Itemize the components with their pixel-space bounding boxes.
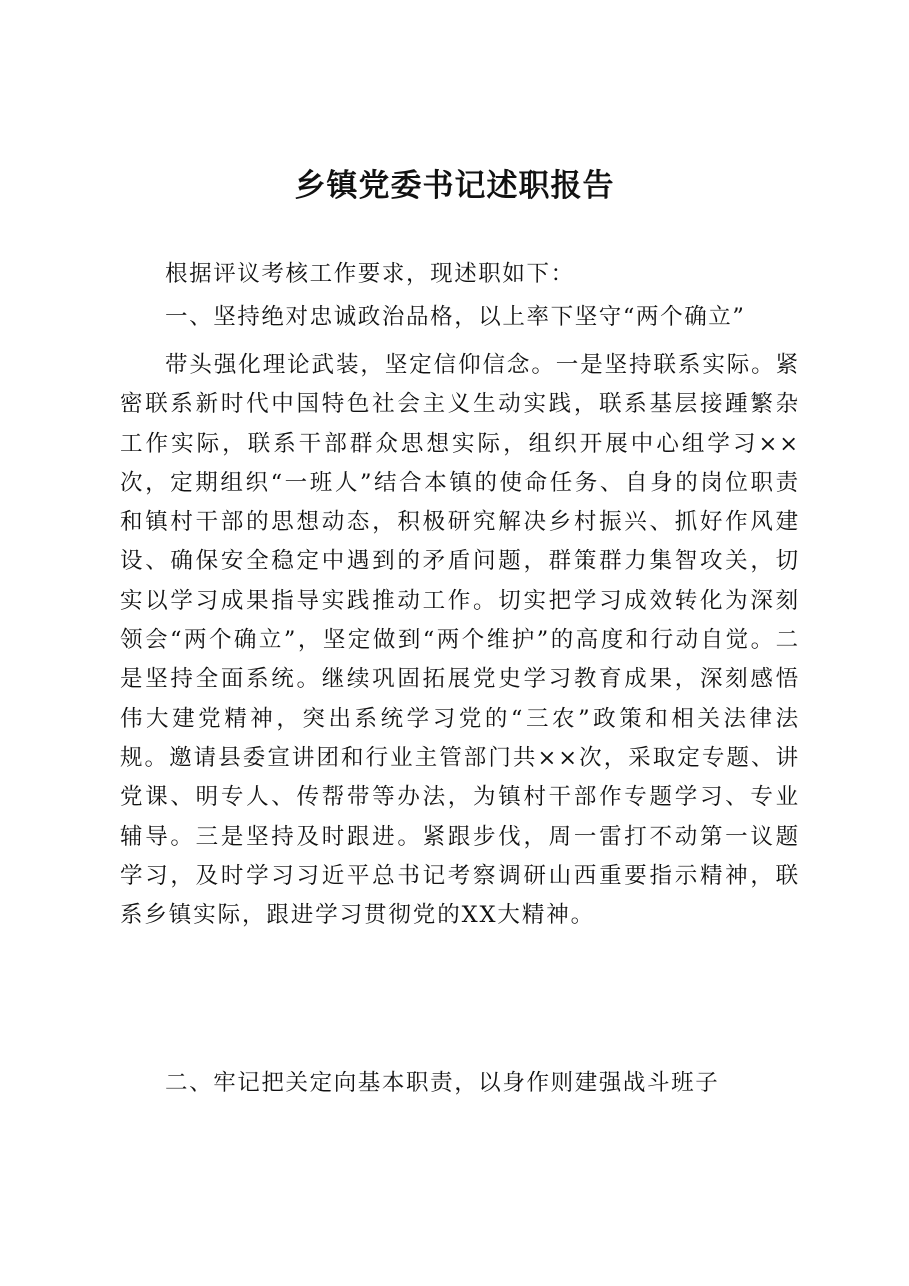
section-heading-2: 二、牢记把关定向基本职责，以身作则建强战斗班子 — [165, 1070, 720, 1096]
section-heading-1: 一、坚持绝对忠诚政治品格，以上率下坚守“两个确立” — [165, 304, 746, 330]
body-paragraph: 带头强化理论武装，坚定信仰信念。一是坚持联系实际。紧密联系新时代中国特色社会主义生动实践，联系基层接踵繁杂工作实际，联系干部群众思想实际，组织开展中心组学习××次，定期组织“一班人”结合本镇的使命任务、自身的岗位职责和镇村干部的思想动态，积极研究解决乡村振兴、抓好作风建设、确保安全稳定中遇到的矛盾问题，群策群力集智攻关，切实以学习成果指导实践推动工作。切实把学习成效转化为深刻领会“两个确立”，坚定做到“两个维护”的高度和行动自觉。二是坚持全面系统。继续巩固拓展党史学习教育成果，深刻感悟伟大建党精神，突出系统学习党的“三农”政策和相关法律法规。邀请县委宣讲团和行业主管部门共××次，采取定专题、讲党课、明专人、传帮带等办法，为镇村干部作专题学习、专业辅导。三是坚持及时跟进。紧跟步伐，周一雷打不动第一议题学习，及时学习习近平总书记考察调研山西重要指示精神，联系乡镇实际，跟进学习贯彻党的XX大精神。 — [120, 352, 800, 929]
intro-paragraph: 根据评议考核工作要求，现述职如下： — [165, 261, 575, 287]
document-title: 乡镇党委书记述职报告 — [294, 168, 615, 204]
